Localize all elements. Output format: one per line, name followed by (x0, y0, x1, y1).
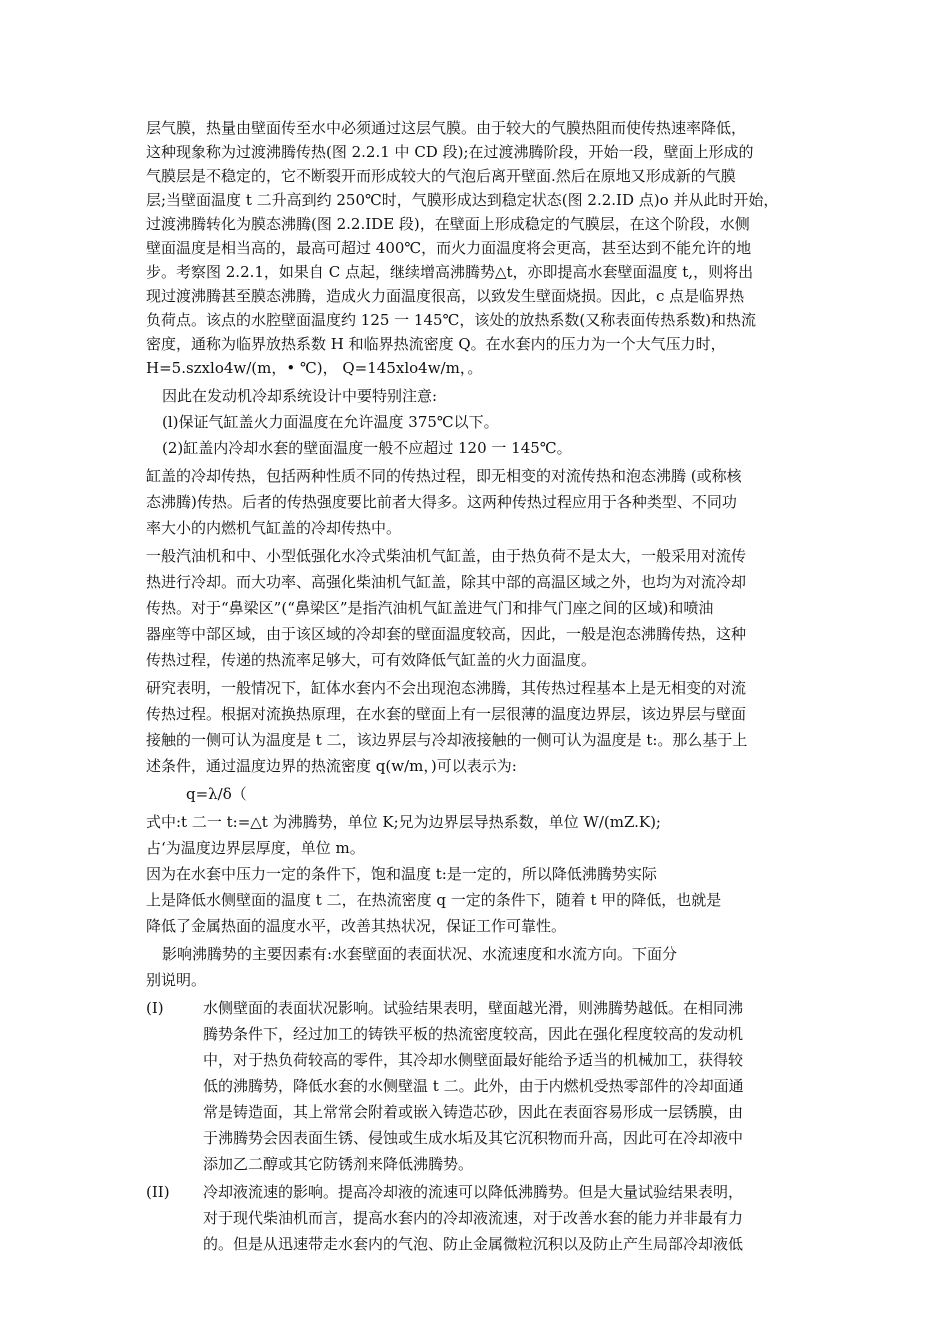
list-item-line: 冷却液流速的影响。提高冷却液的流速可以降低沸腾势。但是大量试验结果表明， (203, 1183, 744, 1201)
list-item-label: (II) (146, 1183, 170, 1201)
text-line: 传热过程。根据对流换热原理，在水套的壁面上有一层很薄的温度边界层，该边界层与壁面 (146, 705, 747, 723)
attention-intro: 因此在发动机冷却系统设计中要特别注意: (162, 387, 438, 405)
list-item-line: 的。但是从迅速带走水套内的气泡、防止金属微粒沉积以及防止产生局部冷却液低 (203, 1235, 744, 1253)
text-line: 降低了金属热面的温度水平，改善其热状况，保证工作可靠性。 (146, 917, 567, 935)
text-line: 影响沸腾势的主要因素有:水套壁面的表面状况、水流速度和水流方向。下面分 (162, 945, 678, 963)
text-line: 缸盖的冷却传热，包括两种性质不同的传热过程，即无相变的对流传热和泡态沸腾 (或称核 (146, 467, 742, 485)
list-item-line: 添加乙二醇或其它防锈剂来降低沸腾势。 (203, 1155, 474, 1173)
list-item-line: 水侧壁面的表面状况影响。试验结果表明，壁面越光滑，则沸腾势越低。在相同沸 (203, 999, 744, 1017)
text-line: 器座等中部区域，由于该区域的冷却套的壁面温度较高，因此，一般是泡态沸腾传热，这种 (146, 625, 747, 643)
text-line: 占‘为温度边界层厚度，单位 m。 (146, 839, 365, 857)
text-line: 密度，通称为临界放热系数 H 和临界热流密度 Q。在水套内的压力为一个大气压力时， (146, 335, 726, 353)
formula: q=λ/δ（ (186, 785, 247, 803)
list-item-line: 对于现代柴油机而言，提高水套内的冷却液流速，对于改善水套的能力并非最有力 (203, 1209, 744, 1227)
text-line: 式中:t 二一 t:=△t 为沸腾势，单位 K;兄为边界层导热系数，单位 W/(mZ.K); (146, 813, 661, 831)
text-line: 上是降低水侧壁面的温度 t 二，在热流密度 q 一定的条件下，随着 t 甲的降低，也就是 (146, 891, 722, 909)
text-line: 步。考察图 2.2.1，如果自 C 点起，继续增高沸腾势△t，亦即提高水套壁面温度 t,，则将出 (146, 263, 754, 281)
text-line: 研究表明，一般情况下，缸体水套内不会出现泡态沸腾，其传热过程基本上是无相变的对流 (146, 679, 747, 697)
text-line: H=5.szxlo4w/(m，• ℃)， Q=145xlo4w/m，。 (146, 359, 483, 377)
text-line: 这种现象称为过渡沸腾传热(图 2.2.1 中 CD 段);在过渡沸腾阶段，开始一段，壁面上形成的 (146, 143, 754, 161)
list-item-line: 中，对于热负荷较高的零件，其冷却水侧壁面最好能给予适当的机械加工，获得较 (203, 1051, 744, 1069)
text-line: 接触的一侧可认为温度是 t 二，该边界层与冷却液接触的一侧可认为温度是 t:。那么基于上 (146, 731, 748, 749)
list-item-label: (I) (146, 999, 164, 1017)
text-line: 态沸腾)传热。后者的传热强度要比前者大得多。这两种传热过程应用于各种类型、不同功 (146, 493, 737, 511)
text-line: 过渡沸腾转化为膜态沸腾(图 2.2.IDE 段)，在壁面上形成稳定的气膜层，在这个阶段，水侧 (146, 215, 750, 233)
text-line: 一般汽油机和中、小型低强化水冷式柴油机气缸盖，由于热负荷不是太大，一般采用对流传 (146, 547, 747, 565)
list-item-line: 于沸腾势会因表面生锈、侵蚀或生成水垢及其它沉积物而升高，因此可在冷却液中 (203, 1129, 744, 1147)
text-line: 述条件，通过温度边界的热流密度 q(w/m，)可以表示为: (146, 757, 517, 775)
text-line: 现过渡沸腾甚至膜态沸腾，造成火力面温度很高，以致发生壁面烧损。因此，c 点是临界热 (146, 287, 745, 305)
attention-item-2: (2)缸盖内冷却水套的壁面温度一般不应超过 120 一 145℃。 (162, 439, 572, 457)
list-item-line: 腾势条件下，经过加工的铸铁平板的热流密度较高，因此在强化程度较高的发动机 (203, 1025, 744, 1043)
list-item-line: 常是铸造面，其上常常会附着或嵌入铸造芯砂，因此在表面容易形成一层锈膜，由 (203, 1103, 744, 1121)
text-line: 层;当壁面温度 t 二升高到约 250℃时，气膜形成达到稳定状态(图 2.2.ID 点)o 并从此时开始， (146, 191, 779, 209)
attention-item-1: (l)保证气缸盖火力面温度在允许温度 375℃以下。 (162, 413, 499, 431)
text-line: 层气膜，热量由壁面传至水中必须通过这层气膜。由于较大的气膜热阻而使传热速率降低， (146, 119, 747, 137)
text-line: 率大小的内燃机气缸盖的冷却传热中。 (146, 519, 402, 537)
text-line: 别说明。 (146, 971, 207, 989)
text-line: 传热过程，传递的热流率足够大，可有效降低气缸盖的火力面温度。 (146, 651, 597, 669)
list-item-line: 低的沸腾势，降低水套的水侧壁温 t 二。此外，由于内燃机受热零部件的冷却面通 (203, 1077, 744, 1095)
text-line: 热进行冷却。而大功率、高强化柴油机气缸盖，除其中部的高温区域之外，也均为对流冷却 (146, 573, 747, 591)
text-line: 负荷点。该点的水腔壁面温度约 125 一 145℃，该处的放热系数(又称表面传热系数)和热流 (146, 311, 757, 329)
text-line: 气膜层是不稳定的，它不断裂开而形成较大的气泡后离开壁面.然后在原地又形成新的气膜 (146, 167, 736, 185)
text-line: 因为在水套中压力一定的条件下，饱和温度 t:是一定的，所以降低沸腾势实际 (146, 865, 657, 883)
text-line: 传热。对于“鼻梁区”(“鼻梁区”是指汽油机气缸盖进气门和排气门座之间的区域)和喷油 (146, 599, 714, 617)
text-line: 壁面温度是相当高的，最高可超过 400℃，而火力面温度将会更高，甚至达到不能允许的地 (146, 239, 752, 257)
